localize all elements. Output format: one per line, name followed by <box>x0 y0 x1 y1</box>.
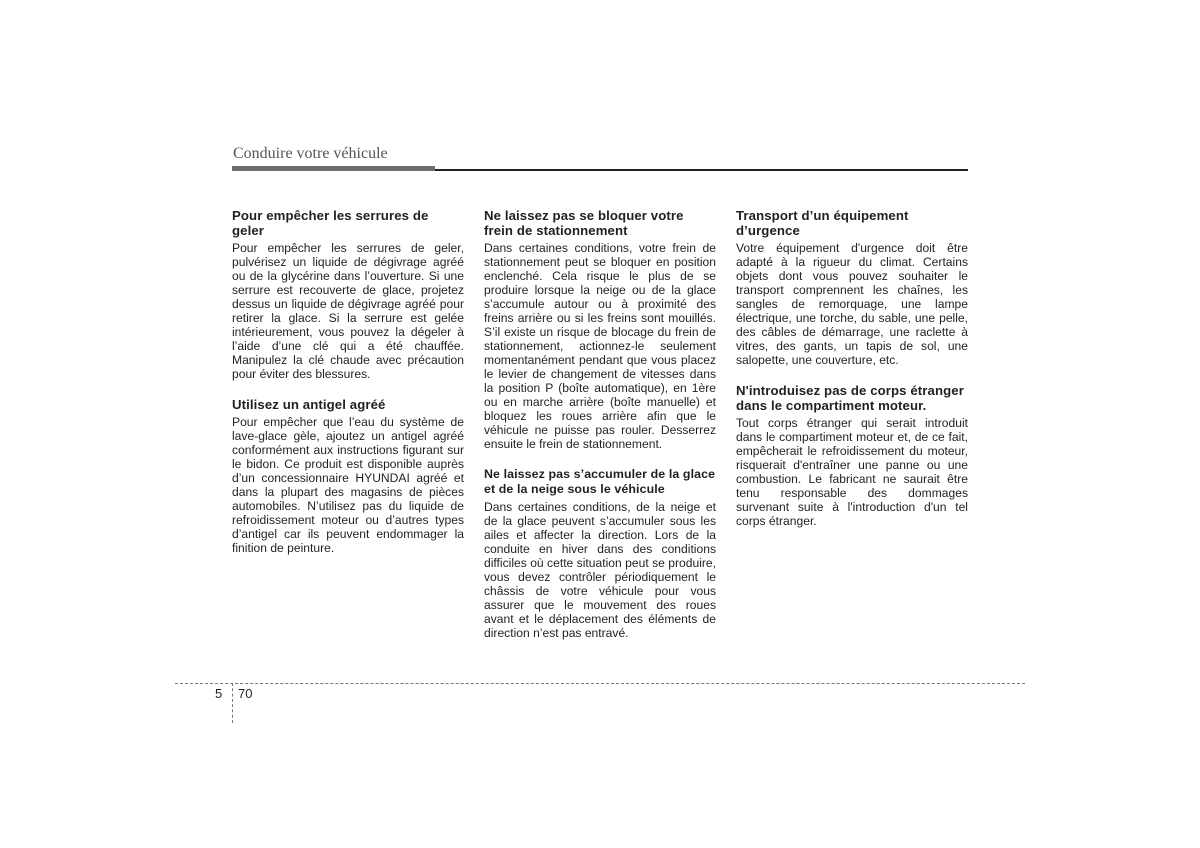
section-body: Dans certaines conditions, de la neige et de la glace peuvent s’accumuler sous les ailes et affecter la direction. Lors de la conduite en hiver dans des conditions difficiles où cette situation peut se produire, vous devez contrôler périodiquement le châssis de votre véhicule pour vous assurer que le mouvement des roues avant et le déplacement des éléments de direction n’est pas entravé. <box>484 500 716 640</box>
page-number: 70 <box>238 686 253 701</box>
section-heading: Pour empêcher les serrures de geler <box>232 208 429 238</box>
footer-dashed-rule <box>175 683 1025 684</box>
page-header-title: Conduire votre véhicule <box>233 145 388 162</box>
text-column-1 <box>232 208 464 571</box>
section-locks <box>232 208 464 381</box>
section-body: Tout corps étranger qui serait introduit dans le compartiment moteur et, de ce fait, empêcherait le refroidissement du moteur, risquerait d'entraîner une panne ou une combustion. Le fabricant ne saurait être tenu responsable des dommages survenant suite à l'introduction d'un tel corps étranger. <box>736 416 968 528</box>
section-foreign-objects <box>736 383 968 528</box>
section-body: Dans certaines conditions, votre frein de stationnement peut se bloquer en position enclenché. Cela risque le plus de se produire lorsque la neige ou de la glace s’accumule autour ou à proximité des freins arrière ou si les freins sont mouillés. S’il existe un risque de blocage du frein de stationnement, actionnez-le seulement momentanément pendant que vous placez le levier de changement de vitesses dans la position P (boîte automatique), en 1ère ou en marche arrière (boîte manuelle) et bloquez les roues arrière afin que le véhicule ne puisse pas rouler. Desserrez ensuite le frein de stationnement. <box>484 241 716 451</box>
section-body: Votre équipement d'urgence doit être adapté à la rigueur du climat. Certains objets dont vous pouvez souhaiter le transport comprennent les chaînes, les sangles de remorquage, une lampe électrique, une torche, du sable, une pelle, des câbles de démarrage, une raclette à vitres, des gants, un tapis de sol, une salopette, une couverture, etc. <box>736 241 968 367</box>
section-heading: Utilisez un antigel agréé <box>232 397 386 412</box>
section-parking-brake <box>484 208 716 451</box>
header-rule-thin <box>435 169 968 171</box>
section-emergency-equipment <box>736 208 968 367</box>
section-heading: Transport d’un équipement d’urgence <box>736 208 909 238</box>
text-column-3 <box>736 208 968 544</box>
section-antifreeze <box>232 397 464 555</box>
chapter-number: 5 <box>215 686 223 701</box>
section-body: Pour empêcher les serrures de geler, pulvérisez un liquide de dégivrage agréé ou de la glycérine dans l’ouverture. Si une serrure est recouverte de glace, projetez dessus un liquide de dégivrage agréé pour retirer la glace. Si la serrure est gelée intérieurement, vous pouvez la dégeler à l’aide d’une clé qui a été chauffée. Manipulez la clé chaude avec précaution pour éviter des blessures. <box>232 241 464 381</box>
footer-vertical-dashed-rule <box>232 683 233 723</box>
section-heading: Ne laissez pas s’accumuler de la glace et de la neige sous le véhicule <box>484 467 716 496</box>
section-heading: N'introduisez pas de corps étranger dans le compartiment moteur. <box>736 383 964 413</box>
text-column-2 <box>484 208 716 656</box>
section-body: Pour empêcher que l’eau du système de lave-glace gèle, ajoutez un antigel agréé conformément aux instructions figurant sur le bidon. Ce produit est disponible auprès d’un concessionnaire HYUNDAI agréé et dans la plupart des magasins de pièces automobiles. N’utilisez pas du liquide de refroidissement moteur ou d’autres types d’antigel car ils peuvent endommager la finition de peinture. <box>232 415 464 555</box>
header-rule-thick <box>232 166 435 171</box>
section-heading: Ne laissez pas se bloquer votre frein de stationnement <box>484 208 684 238</box>
section-ice-snow <box>484 467 716 640</box>
